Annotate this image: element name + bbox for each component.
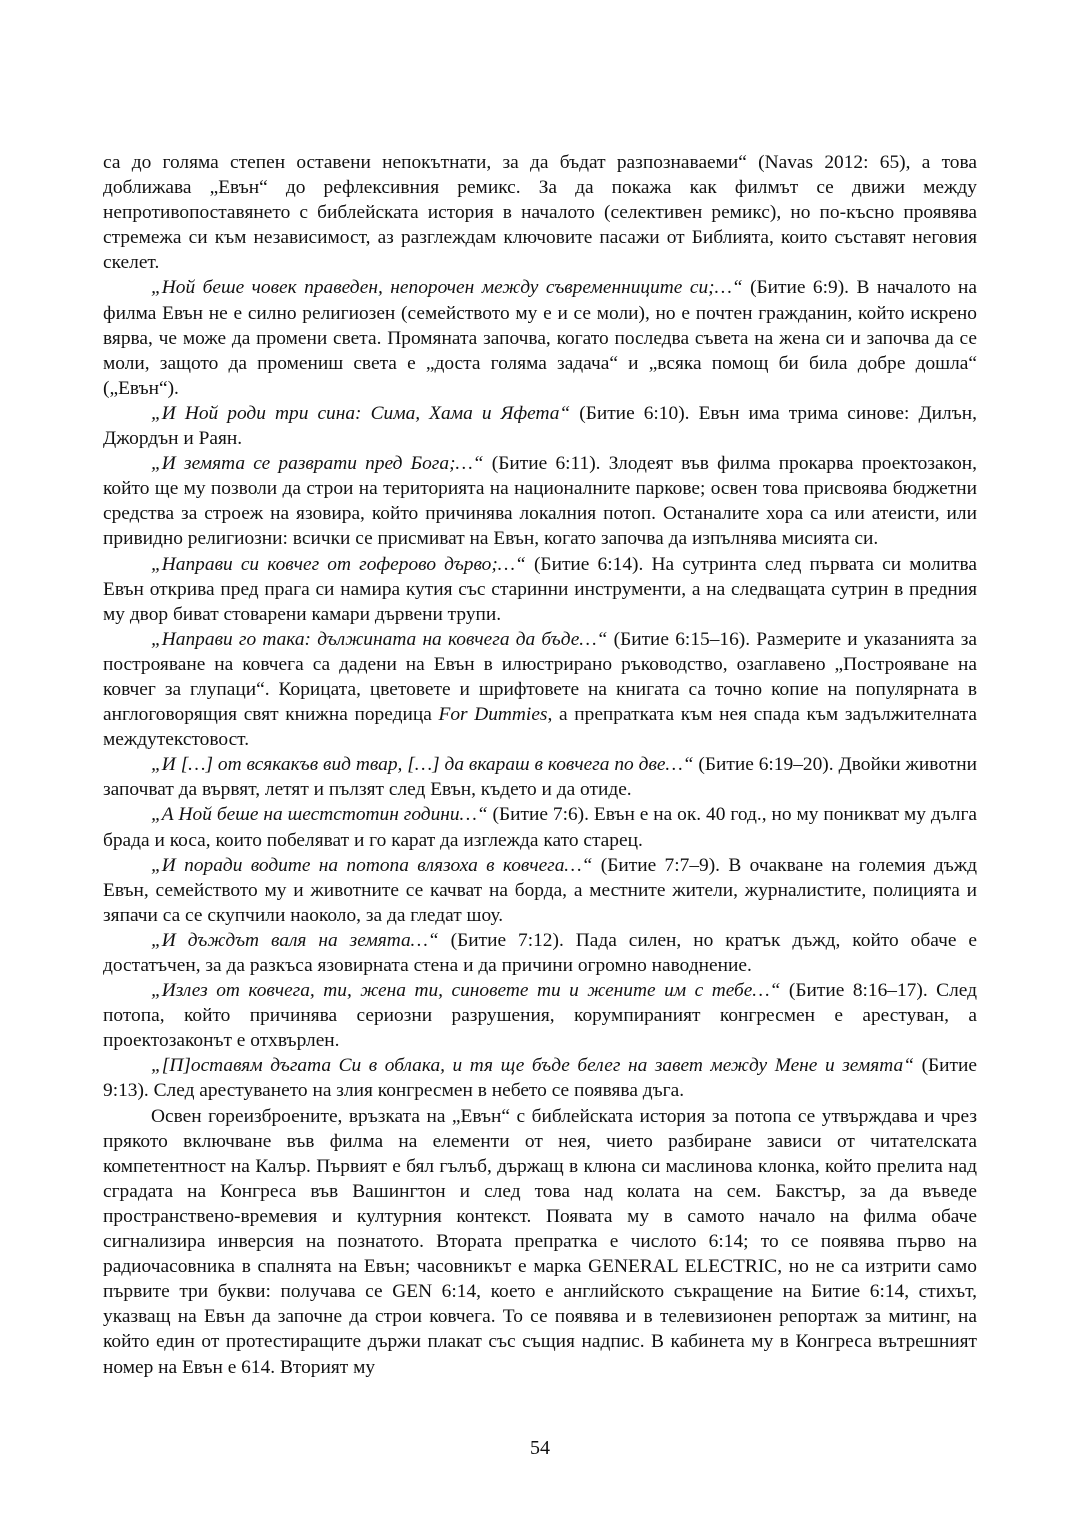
bible-quote: „И Ной роди три сина: Сима, Хама и Яфета“: [151, 402, 571, 424]
paragraph-text: (Битие 6:10). Евън има трима синове: Дилън, Джордън и Раян.: [103, 402, 977, 450]
bible-quote: „Излез от ковчега, ти, жена ти, синовете ти и жените им с тебе…“: [151, 980, 781, 1002]
paragraph-2: [103, 401, 977, 451]
paragraph-3: [103, 451, 977, 551]
bible-quote: „И […] от всякакъв вид твар, […] да вкараш в ковчега по две…“: [151, 754, 694, 776]
paragraph-text-after: , а препратката към нея спада към задължителната междутекстовост.: [103, 704, 977, 751]
paragraph-1: [103, 275, 977, 400]
paragraph-12: [103, 1104, 977, 1380]
paragraph-text: (Битие 6:19–20). Двойки животни започват да вървят, летят и пълзят след Евън, където и да отиде.: [103, 754, 977, 801]
paragraph-0: [103, 150, 977, 275]
paragraph-text: са до голяма степен оставени непокътнати, за да бъдат разпознаваеми“ (Navas 2012: 65), а това доближава „Евън“ до рефлексивния ремикс. За да покажа как филмът се движи между непротивопоставянето с библейската история в началото (селективен ремикс), но по-късно проявява стремежа си към независимост, аз разглеждам ключовите пасажи от Библията, които съставят неговия скелет.: [103, 152, 977, 274]
paragraph-text: (Битие 8:16–17). След потопа, който причинява сериозни разрушения, корумпираният конгресмен е арестуван, а проектозаконът е отхвърлен.: [103, 980, 977, 1052]
page-number: 54: [530, 1437, 550, 1459]
paragraph-text: (Битие 7:12). Пада силен, но кратък дъжд, който обаче е достатъчен, за да разкъса язовирната стена и да причини огромно наводнение.: [103, 929, 977, 976]
paragraph-text: (Битие 7:6). Евън е на ок. 40 год., но му поникват му дълга брада и коса, които побеляват и го карат да изглежда като старец.: [103, 804, 978, 851]
paragraph-text: (Битие 9:13). След арестуването на злия конгресмен в небето се появява дъга.: [103, 1055, 977, 1102]
paragraph-9: [103, 928, 977, 978]
paragraph-text: (Битие 6:15–16). Размерите и указанията за построяване на ковчега са дадени на Евън в илюстрирано ръководство, озаглавено „Построяване на ковчег за глупаци“. Корицата, цветовете и шрифтовете на книгата са точно копие на популярната в англоговорящия свят книжна поредица: [103, 628, 978, 726]
bible-quote: „И поради водите на потопа влязоха в ковчега…“: [151, 854, 593, 876]
paragraph-11: [103, 1053, 977, 1103]
paragraph-8: [103, 853, 977, 928]
paragraph-10: [103, 978, 977, 1053]
paragraph-text: (Битие 6:9). В началото на филма Евън не е силно религиозен (семейството му е и се моли), но е почтен гражданин, който искрено вярва, че може да промени света. Промяната започва, когато последва съвета на жена си и започва да се моли, защото да промениш света е „доста голяма задача“ и „всяка помощ би била добре дошла“ („Евън“).: [103, 277, 977, 399]
book-series-title: For Dummies: [438, 704, 548, 726]
paragraph-6: [103, 752, 977, 802]
paragraph-text: Освен гореизброените, връзката на „Евън“ с библейската история за потопа се утвърждава и чрез прякото включване във филма на елементи от нея, чието разбиране зависи от читателската компетентност на Калър. Първият е бял гълъб, държащ в клюна си маслинова клонка, който прелита над сградата на Конгреса във Вашингтон и след това над колата на сем. Бакстър, за да въведе пространствено-времевия и културния контекст. Появата му в самото начало на филма обаче сигнализира инверсия на познатото. Втората препратка е числото 6:14; то се появява първо на радиочасовника в спалнята на Евън; часовникът е марка GENERAL ELECTRIC, но не са изтрити само първите три букви: получава се GEN 6:14, което е английското съкращение на Битие 6:14, стихът, указващ на Евън да започне да строи ковчега. То се появява и в телевизионен репортаж за митинг, на който един от протестиращите държи плакат със същия надпис. В кабинета му в Конгреса вътрешният номер на Евън е 614. Вторият му: [103, 1105, 977, 1378]
paragraph-text: (Битие 6:14). На сутринта след първата си молитва Евън открива пред прага си намира кутия със старинни инструменти, а на следващата сутрин в предния му двор биват стоварени камари дървени трупи.: [103, 553, 977, 625]
bible-quote: „Направи го така: дължината на ковчега да бъде…“: [151, 628, 608, 650]
bible-quote: „А Ной беше на шестстотин години…“: [151, 804, 488, 826]
paragraph-5: [103, 627, 977, 752]
paragraph-text: (Битие 6:11). Злодеят във филма прокарва проектозакон, който ще му позволи да строи на територията на националните паркове; освен това присвоява бюджетни средства за строеж на язовира, който причинява локалния потоп. Останалите хора са или атеисти, или привидно религиозни: всички се присмиват на Евън, когато започва да изпълнява мисията си.: [103, 453, 978, 550]
bible-quote: „[П]оставям дъгата Си в облака, и тя ще бъде белег на завет между Мене и земята“: [151, 1055, 915, 1077]
document-body: [103, 150, 977, 1380]
paragraph-4: [103, 552, 977, 627]
bible-quote: „И земята се разврати пред Бога;…“: [151, 453, 484, 475]
paragraph-text: (Битие 7:7–9). В очакване на големия дъжд Евън, семейството му и животните се качват на борда, а местните жители, журналистите, полицията и зяпачи са се скупчили наоколо, за да гледат шоу.: [103, 854, 977, 926]
paragraph-7: [103, 802, 977, 852]
bible-quote: „И дъждът валя на земята…“: [151, 929, 439, 951]
bible-quote: „Ной беше човек праведен, непорочен между съвременниците си;…“: [151, 277, 743, 299]
bible-quote: „Направи си ковчег от гоферово дърво;…“: [151, 553, 526, 575]
